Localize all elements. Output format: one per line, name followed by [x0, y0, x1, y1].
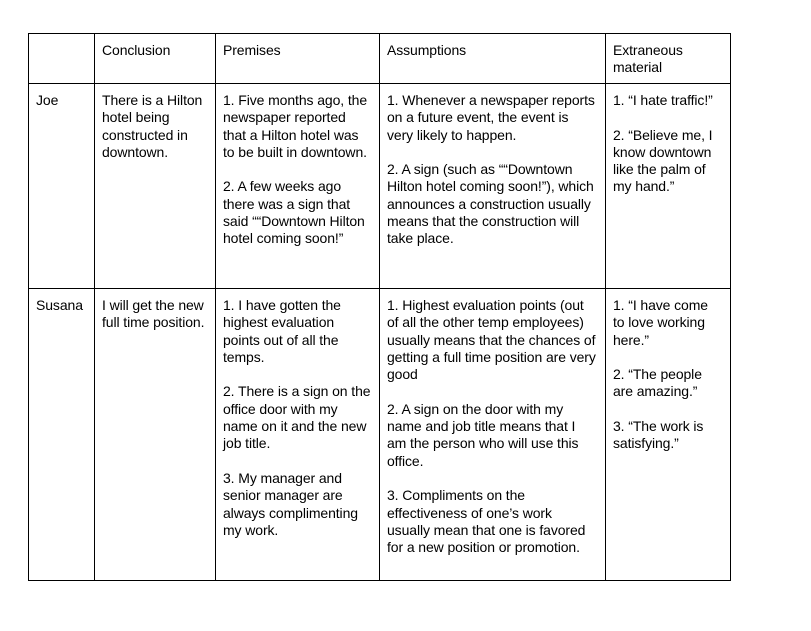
header-extraneous-material: Extraneous material	[606, 34, 731, 84]
header-blank-cell	[29, 34, 95, 84]
premise-item: 1. I have gotten the highest evaluation points out of all the temps.	[223, 297, 341, 365]
assumption-item: 3. Compliments on the effectiveness of one’s work usually mean that one is favored for a new position or promotion.	[387, 487, 586, 556]
extraneous-item: 1. “I hate traffic!”	[613, 92, 713, 108]
assumptions-cell	[380, 84, 606, 289]
premises-cell	[216, 289, 380, 581]
assumptions-cell	[380, 289, 606, 581]
assumption-item: 1. Highest evaluation points (out of all the other temp employees) usually means that the chances of getting a full time position are very good	[387, 297, 596, 383]
header-conclusion: Conclusion	[95, 34, 216, 84]
extraneous-cell	[606, 289, 731, 581]
extraneous-item: 3. “The work is satisfying.”	[613, 418, 704, 452]
extraneous-item: 2. “Believe me, I know downtown like the palm of my hand.”	[613, 126, 713, 195]
conclusion-cell: There is a Hilton hotel being constructed in downtown.	[95, 84, 216, 289]
premise-item: 1. Five months ago, the newspaper reported that a Hilton hotel was to be built in downtown.	[223, 92, 368, 160]
extraneous-cell	[606, 84, 731, 289]
row-name-cell: Joe	[29, 84, 95, 289]
extraneous-item: 1. “I have come to love working here.”	[613, 297, 708, 348]
conclusion-cell: I will get the new full time position.	[95, 289, 216, 581]
argument-analysis-table	[28, 33, 731, 581]
premises-cell	[216, 84, 380, 289]
extraneous-item: 2. “The people are amazing.”	[613, 366, 702, 400]
header-assumptions: Assumptions	[380, 34, 606, 84]
header-premises: Premises	[216, 34, 380, 84]
assumption-item: 2. A sign (such as ““Downtown Hilton hotel coming soon!”), which announces a construction usually means that the construction will take place.	[387, 161, 594, 247]
assumption-item: 1. Whenever a newspaper reports on a future event, the event is very likely to happen.	[387, 92, 595, 143]
header-row	[29, 34, 731, 84]
premise-item: 2. There is a sign on the office door with my name on it and the new job title.	[223, 383, 371, 452]
assumption-item: 2. A sign on the door with my name and job title means that I am the person who will use this office.	[387, 400, 579, 469]
premise-item: 2. A few weeks ago there was a sign that said ““Downtown Hilton hotel coming soon!”	[223, 178, 365, 247]
premise-item: 3. My manager and senior manager are always complimenting my work.	[223, 469, 358, 538]
table-row-susana	[29, 289, 731, 581]
row-name-cell: Susana	[29, 289, 95, 581]
table-row-joe	[29, 84, 731, 289]
